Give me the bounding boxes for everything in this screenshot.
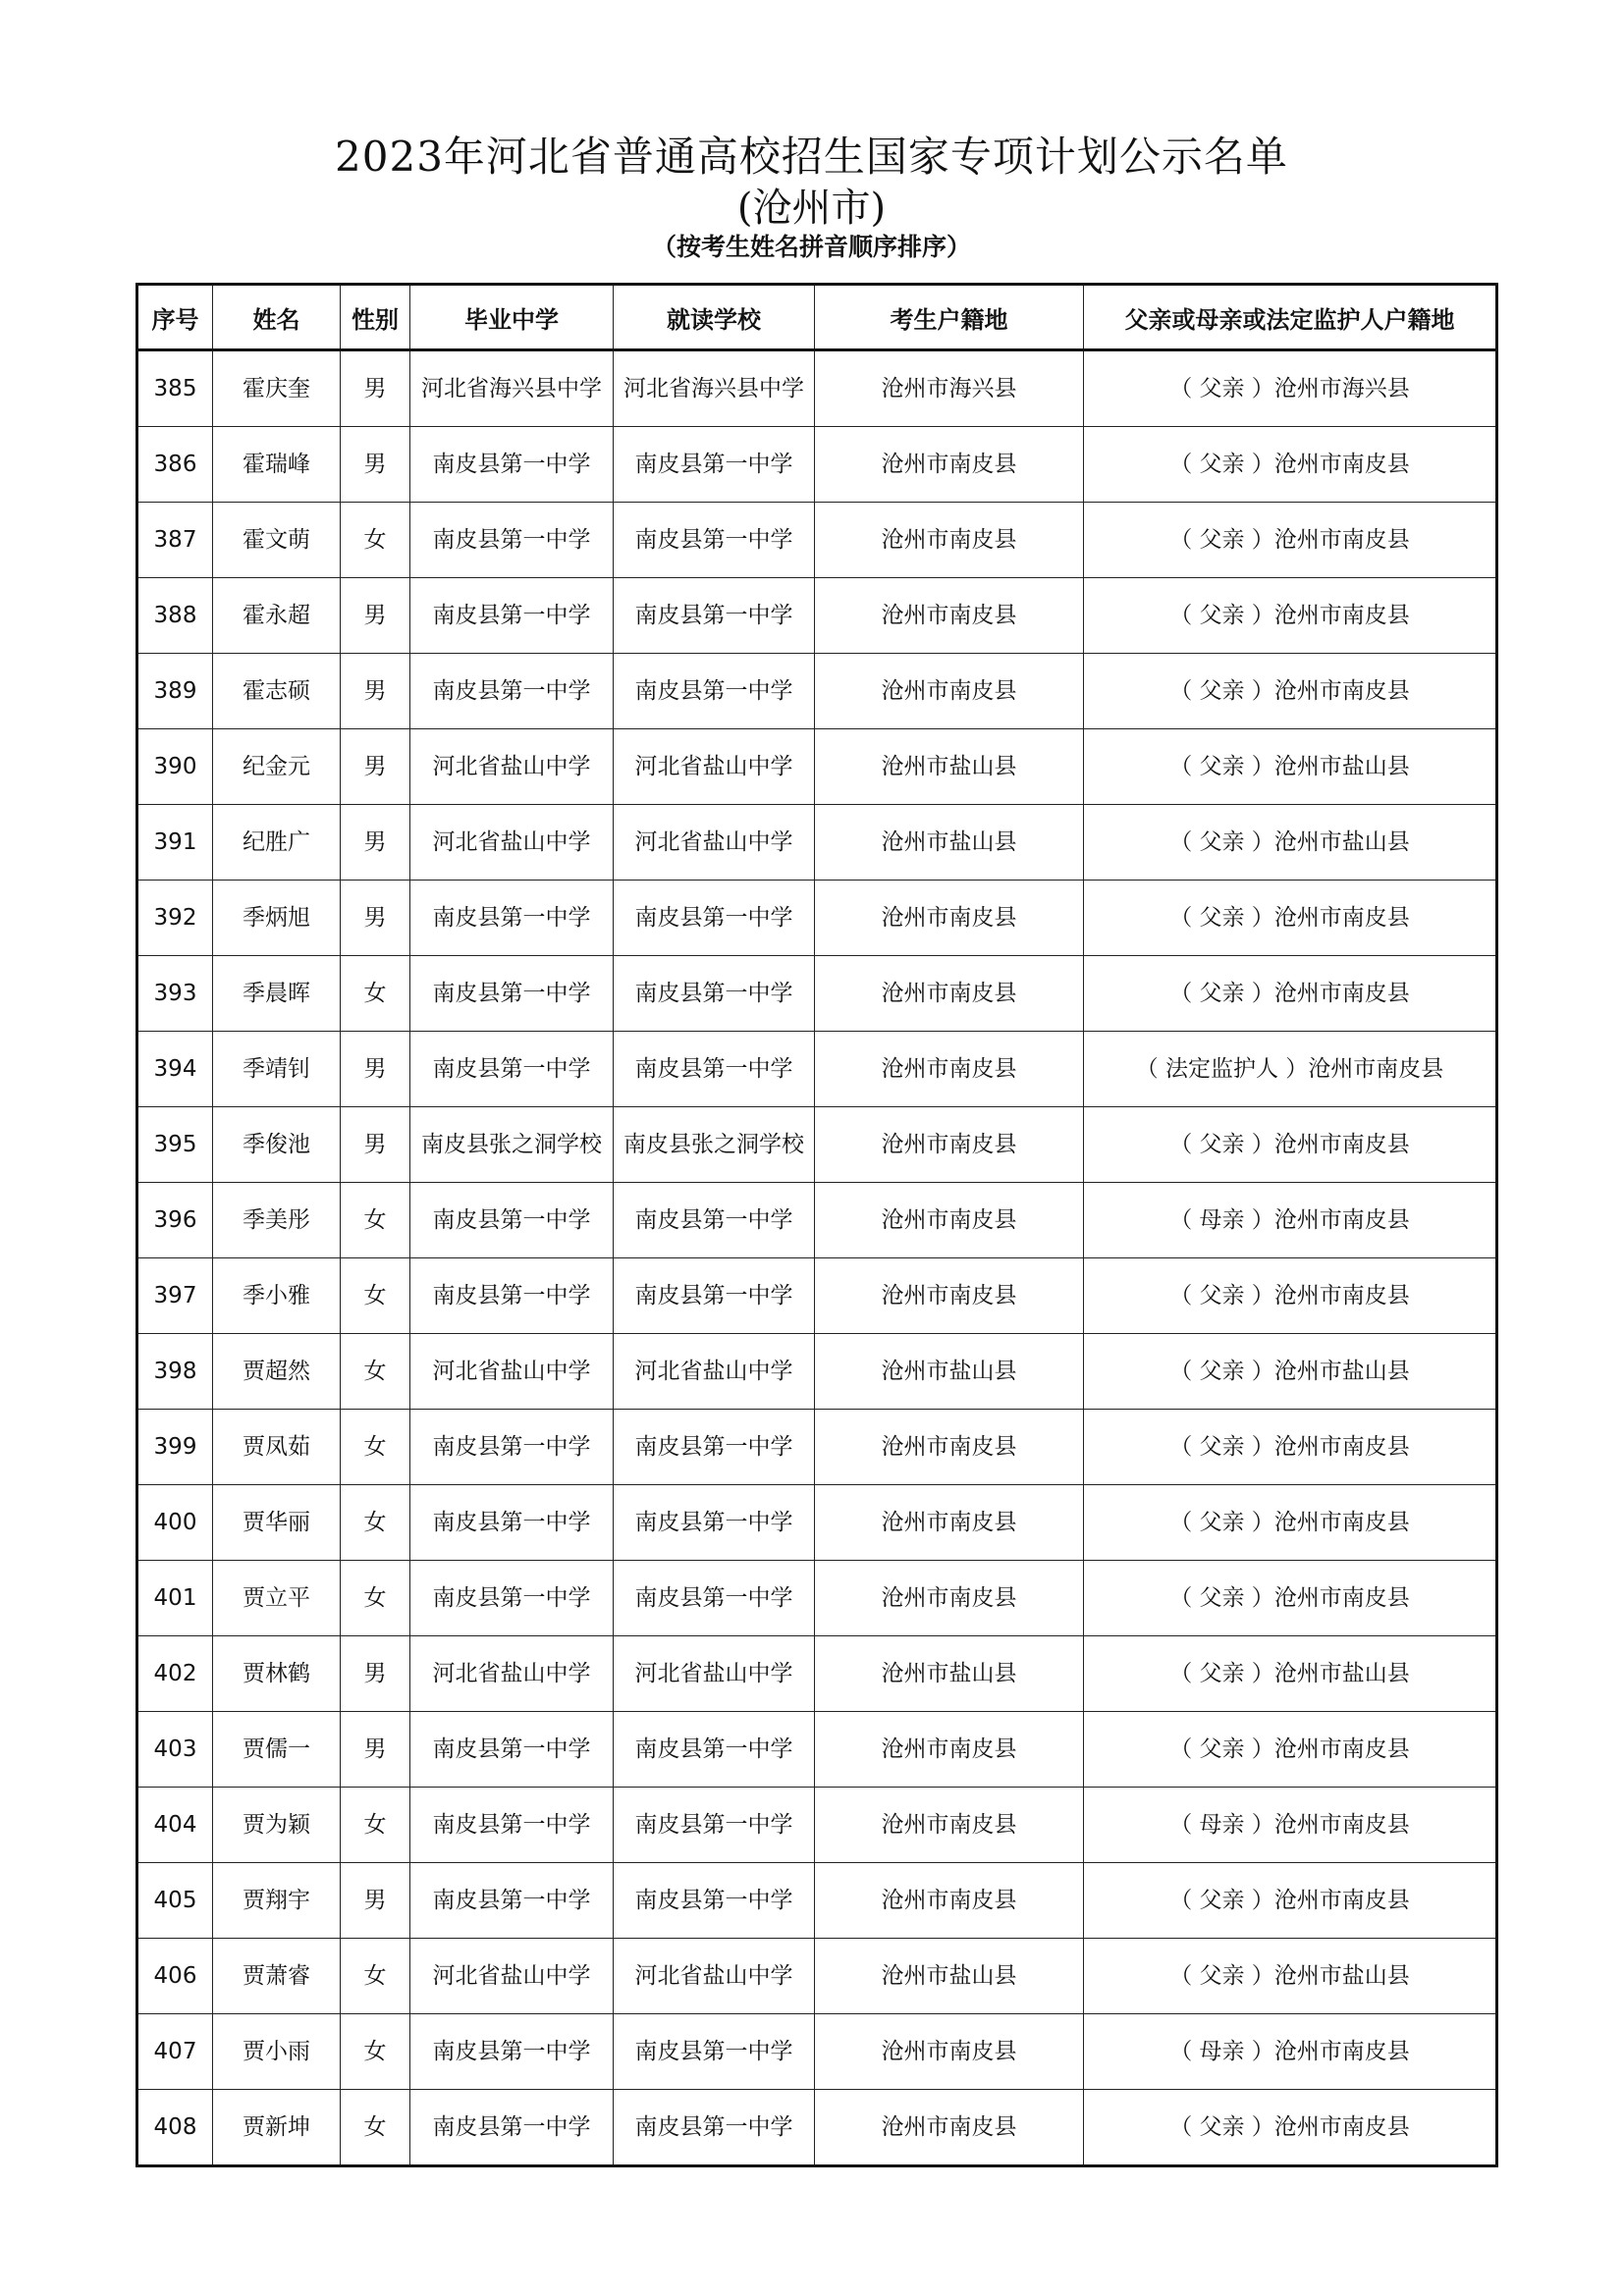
gender-cell: 男 [341,578,410,654]
table-row [137,1410,1497,1485]
graduation-school-cell: 南皮县第一中学 [410,1485,614,1561]
student-household-cell: 沧州市南皮县 [815,881,1084,956]
table-row [137,578,1497,654]
student-household-cell: 沧州市南皮县 [815,2090,1084,2166]
guardian-household-cell: （ 父亲 ）沧州市海兴县 [1084,350,1497,427]
graduation-school-cell: 河北省盐山中学 [410,805,614,881]
graduation-school-cell: 南皮县第一中学 [410,2014,614,2090]
row-index-cell: 401 [137,1561,213,1636]
gender-cell: 男 [341,427,410,503]
current-school-cell: 河北省盐山中学 [614,1334,815,1410]
student-name-cell: 霍志硕 [213,654,341,729]
sort-note: （按考生姓名拼音顺序排序） [651,233,971,261]
student-name-cell: 季小雅 [213,1258,341,1334]
current-school-cell: 南皮县第一中学 [614,1258,815,1334]
student-name-cell: 季俊池 [213,1107,341,1183]
guardian-household-cell: （ 母亲 ）沧州市南皮县 [1084,1788,1497,1863]
gender-cell: 女 [341,1485,410,1561]
gender-cell: 女 [341,1561,410,1636]
student-name-cell: 霍文萌 [213,503,341,578]
student-name-cell: 贾翔宇 [213,1863,341,1939]
row-index-cell: 397 [137,1258,213,1334]
student-household-cell: 沧州市南皮县 [815,1410,1084,1485]
current-school-cell: 南皮县第一中学 [614,881,815,956]
graduation-school-cell: 南皮县第一中学 [410,2090,614,2166]
row-index-cell: 390 [137,729,213,805]
current-school-cell: 南皮县第一中学 [614,1561,815,1636]
graduation-school-cell: 南皮县第一中学 [410,1410,614,1485]
current-school-cell: 南皮县第一中学 [614,2090,815,2166]
guardian-household-cell: （ 父亲 ）沧州市盐山县 [1084,729,1497,805]
table-header-row [137,285,1497,350]
current-school-cell: 南皮县第一中学 [614,956,815,1032]
table-row [137,1939,1497,2014]
table-row [137,805,1497,881]
current-school-cell: 河北省盐山中学 [614,1939,815,2014]
student-household-cell: 沧州市南皮县 [815,427,1084,503]
student-name-cell: 贾华丽 [213,1485,341,1561]
current-school-cell: 南皮县张之洞学校 [614,1107,815,1183]
row-index-cell: 389 [137,654,213,729]
guardian-household-cell: （ 父亲 ）沧州市盐山县 [1084,1636,1497,1712]
student-household-cell: 沧州市盐山县 [815,805,1084,881]
row-index-cell: 396 [137,1183,213,1258]
gender-cell: 女 [341,503,410,578]
current-school-cell: 河北省盐山中学 [614,1636,815,1712]
student-name-cell: 季炳旭 [213,881,341,956]
graduation-school-cell: 南皮县第一中学 [410,503,614,578]
table-row [137,1334,1497,1410]
graduation-school-cell: 河北省海兴县中学 [410,350,614,427]
student-name-cell: 贾林鹤 [213,1636,341,1712]
student-name-cell: 霍瑞峰 [213,427,341,503]
student-household-cell: 沧州市南皮县 [815,2014,1084,2090]
graduation-school-cell: 南皮县第一中学 [410,427,614,503]
student-household-cell: 沧州市南皮县 [815,1485,1084,1561]
column-header-student-household: 考生户籍地 [815,285,1084,350]
guardian-household-cell: （ 父亲 ）沧州市南皮县 [1084,1107,1497,1183]
current-school-cell: 南皮县第一中学 [614,1712,815,1788]
student-household-cell: 沧州市盐山县 [815,1939,1084,2014]
gender-cell: 女 [341,2014,410,2090]
student-household-cell: 沧州市南皮县 [815,1788,1084,1863]
gender-cell: 男 [341,729,410,805]
table-row [137,956,1497,1032]
student-household-cell: 沧州市南皮县 [815,1107,1084,1183]
table-row [137,881,1497,956]
student-household-cell: 沧州市南皮县 [815,1183,1084,1258]
graduation-school-cell: 南皮县第一中学 [410,1863,614,1939]
column-header-gender: 性别 [341,285,410,350]
student-name-cell: 贾萧睿 [213,1939,341,2014]
row-index-cell: 387 [137,503,213,578]
gender-cell: 女 [341,2090,410,2166]
current-school-cell: 南皮县第一中学 [614,1183,815,1258]
gender-cell: 男 [341,350,410,427]
student-name-cell: 纪金元 [213,729,341,805]
gender-cell: 男 [341,881,410,956]
table-row [137,1788,1497,1863]
admission-roster-table [135,283,1498,2167]
student-name-cell: 贾小雨 [213,2014,341,2090]
column-header-graduation-school: 毕业中学 [410,285,614,350]
table-row [137,1485,1497,1561]
table-row [137,503,1497,578]
row-index-cell: 407 [137,2014,213,2090]
graduation-school-cell: 南皮县第一中学 [410,1183,614,1258]
guardian-household-cell: （ 父亲 ）沧州市南皮县 [1084,1561,1497,1636]
guardian-household-cell: （ 父亲 ）沧州市南皮县 [1084,503,1497,578]
table-row [137,427,1497,503]
gender-cell: 女 [341,1258,410,1334]
row-index-cell: 404 [137,1788,213,1863]
graduation-school-cell: 河北省盐山中学 [410,1334,614,1410]
student-name-cell: 季美彤 [213,1183,341,1258]
table-row [137,1863,1497,1939]
table-row [137,2014,1497,2090]
guardian-household-cell: （ 父亲 ）沧州市南皮县 [1084,2090,1497,2166]
student-name-cell: 贾立平 [213,1561,341,1636]
student-name-cell: 季晨晖 [213,956,341,1032]
student-name-cell: 贾儒一 [213,1712,341,1788]
graduation-school-cell: 南皮县第一中学 [410,956,614,1032]
gender-cell: 男 [341,1636,410,1712]
student-name-cell: 季靖钊 [213,1032,341,1107]
guardian-household-cell: （ 父亲 ）沧州市南皮县 [1084,578,1497,654]
student-name-cell: 霍庆奎 [213,350,341,427]
column-header-current-school: 就读学校 [614,285,815,350]
gender-cell: 女 [341,1183,410,1258]
graduation-school-cell: 南皮县第一中学 [410,881,614,956]
student-household-cell: 沧州市南皮县 [815,1863,1084,1939]
student-household-cell: 沧州市南皮县 [815,578,1084,654]
current-school-cell: 南皮县第一中学 [614,1410,815,1485]
gender-cell: 女 [341,1410,410,1485]
guardian-household-cell: （ 法定监护人 ）沧州市南皮县 [1084,1032,1497,1107]
table-row [137,1032,1497,1107]
table-row [137,1107,1497,1183]
current-school-cell: 河北省海兴县中学 [614,350,815,427]
current-school-cell: 河北省盐山中学 [614,729,815,805]
student-household-cell: 沧州市南皮县 [815,654,1084,729]
graduation-school-cell: 河北省盐山中学 [410,729,614,805]
row-index-cell: 403 [137,1712,213,1788]
current-school-cell: 南皮县第一中学 [614,2014,815,2090]
student-name-cell: 贾凤茹 [213,1410,341,1485]
gender-cell: 女 [341,1788,410,1863]
student-name-cell: 贾新坤 [213,2090,341,2166]
current-school-cell: 南皮县第一中学 [614,427,815,503]
current-school-cell: 南皮县第一中学 [614,1032,815,1107]
gender-cell: 男 [341,1863,410,1939]
row-index-cell: 391 [137,805,213,881]
document-title: 2023年河北省普通高校招生国家专项计划公示名单 [335,133,1288,181]
table-row [137,654,1497,729]
gender-cell: 男 [341,805,410,881]
row-index-cell: 398 [137,1334,213,1410]
graduation-school-cell: 南皮县第一中学 [410,654,614,729]
row-index-cell: 386 [137,427,213,503]
column-header-name: 姓名 [213,285,341,350]
graduation-school-cell: 河北省盐山中学 [410,1939,614,2014]
student-name-cell: 纪胜广 [213,805,341,881]
table-row [137,1712,1497,1788]
student-name-cell: 贾为颖 [213,1788,341,1863]
student-name-cell: 霍永超 [213,578,341,654]
student-household-cell: 沧州市南皮县 [815,1561,1084,1636]
guardian-household-cell: （ 父亲 ）沧州市南皮县 [1084,1258,1497,1334]
current-school-cell: 河北省盐山中学 [614,805,815,881]
current-school-cell: 南皮县第一中学 [614,1485,815,1561]
column-header-guardian-household: 父亲或母亲或法定监护人户籍地 [1084,285,1497,350]
current-school-cell: 南皮县第一中学 [614,503,815,578]
row-index-cell: 385 [137,350,213,427]
guardian-household-cell: （ 母亲 ）沧州市南皮县 [1084,1183,1497,1258]
guardian-household-cell: （ 母亲 ）沧州市南皮县 [1084,2014,1497,2090]
graduation-school-cell: 南皮县第一中学 [410,1788,614,1863]
table-row [137,1561,1497,1636]
guardian-household-cell: （ 父亲 ）沧州市南皮县 [1084,881,1497,956]
row-index-cell: 408 [137,2090,213,2166]
graduation-school-cell: 南皮县张之洞学校 [410,1107,614,1183]
current-school-cell: 南皮县第一中学 [614,654,815,729]
graduation-school-cell: 河北省盐山中学 [410,1636,614,1712]
student-household-cell: 沧州市南皮县 [815,503,1084,578]
gender-cell: 男 [341,654,410,729]
table-body [137,350,1497,2166]
gender-cell: 男 [341,1712,410,1788]
gender-cell: 男 [341,1032,410,1107]
graduation-school-cell: 南皮县第一中学 [410,1561,614,1636]
current-school-cell: 南皮县第一中学 [614,1788,815,1863]
guardian-household-cell: （ 父亲 ）沧州市南皮县 [1084,1410,1497,1485]
table-row [137,729,1497,805]
row-index-cell: 399 [137,1410,213,1485]
student-household-cell: 沧州市盐山县 [815,1636,1084,1712]
column-header-index: 序号 [137,285,213,350]
gender-cell: 女 [341,956,410,1032]
row-index-cell: 400 [137,1485,213,1561]
table-row [137,2090,1497,2166]
student-household-cell: 沧州市盐山县 [815,1334,1084,1410]
guardian-household-cell: （ 父亲 ）沧州市盐山县 [1084,1939,1497,2014]
row-index-cell: 402 [137,1636,213,1712]
row-index-cell: 395 [137,1107,213,1183]
row-index-cell: 405 [137,1863,213,1939]
guardian-household-cell: （ 父亲 ）沧州市南皮县 [1084,427,1497,503]
current-school-cell: 南皮县第一中学 [614,578,815,654]
row-index-cell: 406 [137,1939,213,2014]
gender-cell: 男 [341,1107,410,1183]
gender-cell: 女 [341,1334,410,1410]
student-household-cell: 沧州市盐山县 [815,729,1084,805]
document-subtitle: (沧州市) [736,186,887,231]
guardian-household-cell: （ 父亲 ）沧州市南皮县 [1084,1863,1497,1939]
guardian-household-cell: （ 父亲 ）沧州市盐山县 [1084,805,1497,881]
student-household-cell: 沧州市南皮县 [815,956,1084,1032]
table-row [137,1183,1497,1258]
graduation-school-cell: 南皮县第一中学 [410,1712,614,1788]
guardian-household-cell: （ 父亲 ）沧州市南皮县 [1084,654,1497,729]
row-index-cell: 392 [137,881,213,956]
gender-cell: 女 [341,1939,410,2014]
table-row [137,1258,1497,1334]
row-index-cell: 394 [137,1032,213,1107]
table-row [137,350,1497,427]
guardian-household-cell: （ 父亲 ）沧州市南皮县 [1084,956,1497,1032]
graduation-school-cell: 南皮县第一中学 [410,578,614,654]
student-household-cell: 沧州市海兴县 [815,350,1084,427]
graduation-school-cell: 南皮县第一中学 [410,1032,614,1107]
guardian-household-cell: （ 父亲 ）沧州市盐山县 [1084,1334,1497,1410]
guardian-household-cell: （ 父亲 ）沧州市南皮县 [1084,1485,1497,1561]
student-household-cell: 沧州市南皮县 [815,1258,1084,1334]
student-household-cell: 沧州市南皮县 [815,1712,1084,1788]
current-school-cell: 南皮县第一中学 [614,1863,815,1939]
guardian-household-cell: （ 父亲 ）沧州市南皮县 [1084,1712,1497,1788]
row-index-cell: 388 [137,578,213,654]
student-household-cell: 沧州市南皮县 [815,1032,1084,1107]
table-row [137,1636,1497,1712]
row-index-cell: 393 [137,956,213,1032]
student-name-cell: 贾超然 [213,1334,341,1410]
graduation-school-cell: 南皮县第一中学 [410,1258,614,1334]
